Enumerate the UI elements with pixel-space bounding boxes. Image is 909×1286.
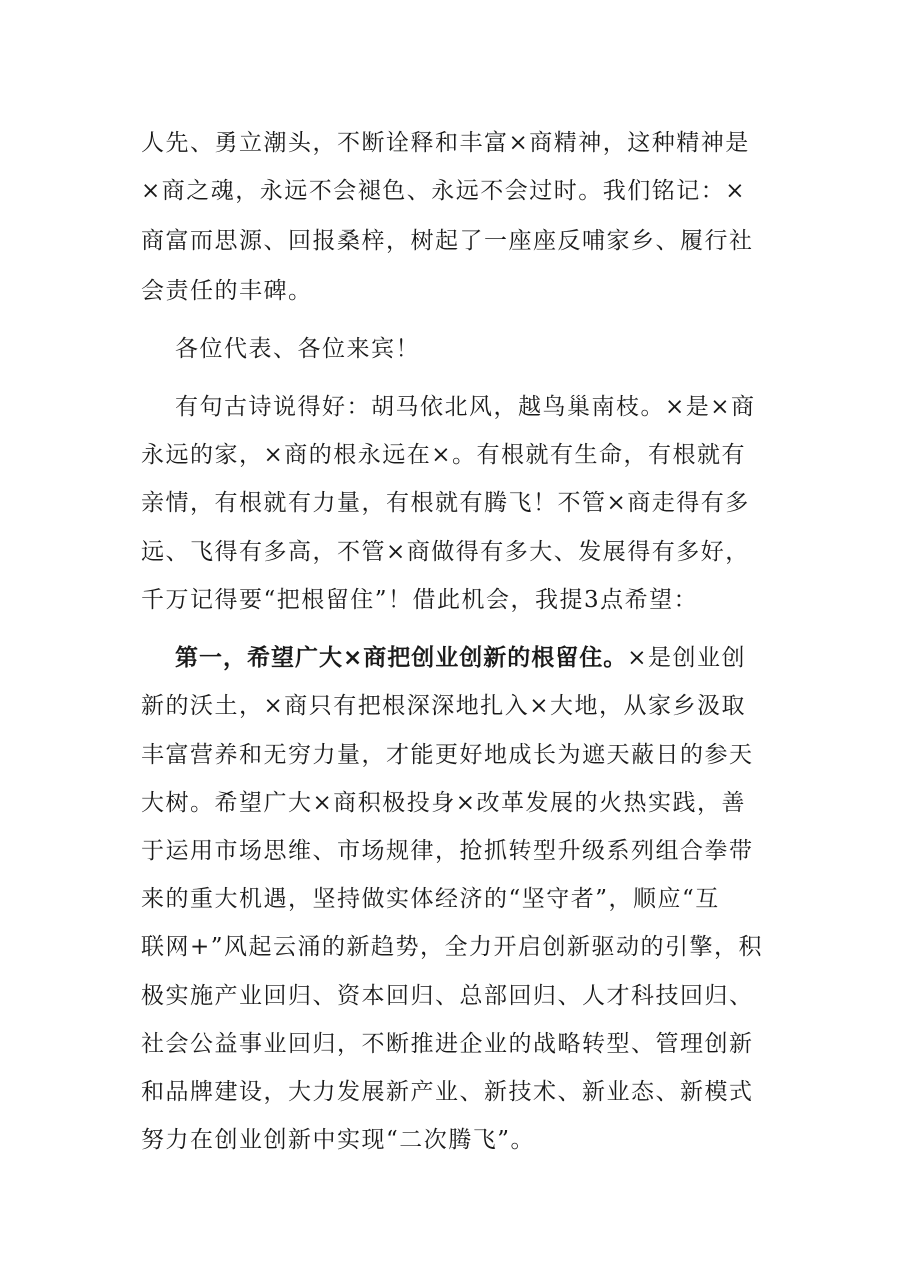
paragraph-4-line-9: 社会公益事业回归，不断推进企业的战略转型、管理创新 bbox=[141, 1031, 754, 1057]
paragraph-4-line-7: 联网+”风起云涌的新趋势，全力开启创新驱动的引擎，积 bbox=[141, 934, 764, 960]
paragraph-1-line-1: 人先、勇立潮头，不断诠释和丰富×商精神，这种精神是 bbox=[141, 130, 750, 156]
paragraph-4-first-line-rest: ×是创业创 bbox=[627, 645, 747, 671]
paragraph-3-line-4: 远、飞得有多高，不管×商做得有多大、发展得有多好， bbox=[141, 539, 750, 565]
paragraph-3-line-3: 亲情，有根就有力量，有根就有腾飞！不管×商走得有多 bbox=[141, 490, 750, 516]
paragraph-4-line-10: 和品牌建设，大力发展新产业、新技术、新业态、新模式 bbox=[141, 1079, 754, 1105]
paragraph-4-line-1 bbox=[175, 643, 746, 673]
paragraph-2-line-1: 各位代表、各位来宾！ bbox=[175, 336, 420, 362]
paragraph-1-line-2: ×商之魂，永远不会褪色、永远不会过时。我们铭记：× bbox=[141, 178, 747, 204]
paragraph-4-line-11: 努力在创业创新中实现“二次腾飞”。 bbox=[141, 1127, 536, 1153]
paragraph-3-line-2: 永远的家，×商的根永远在×。有根就有生命，有根就有 bbox=[141, 442, 747, 468]
paragraph-4-line-4: 大树。希望广大×商积极投身×改革发展的火热实践，善 bbox=[141, 790, 747, 816]
paragraph-4-line-6: 来的重大机遇，坚持做实体经济的“坚守者”，顺应“互 bbox=[141, 886, 720, 912]
paragraph-4-line-3: 丰富营养和无穷力量，才能更好地成长为遮天蔽日的参天 bbox=[141, 742, 754, 768]
paragraph-3-line-1: 有句古诗说得好：胡马依北风，越鸟巢南枝。×是×商 bbox=[175, 394, 756, 420]
paragraph-4-line-8: 极实施产业回归、资本回归、总部回归、人才科技回归、 bbox=[141, 983, 754, 1009]
paragraph-3-line-5: 千万记得要“把根留住”！借此机会，我提3点希望： bbox=[141, 587, 699, 613]
paragraph-4-heading: 第一，希望广大×商把创业创新的根留住。 bbox=[175, 645, 628, 671]
paragraph-4-line-5: 于运用市场思维、市场规律，抢抓转型升级系列组合拳带 bbox=[141, 838, 754, 864]
paragraph-1-line-3: 商富而思源、回报桑梓，树起了一座座反哺家乡、履行社 bbox=[141, 228, 754, 254]
paragraph-4-line-2: 新的沃土，×商只有把根深深地扎入×大地，从家乡汲取 bbox=[141, 693, 747, 719]
paragraph-1-line-4: 会责任的丰碑。 bbox=[141, 278, 313, 304]
